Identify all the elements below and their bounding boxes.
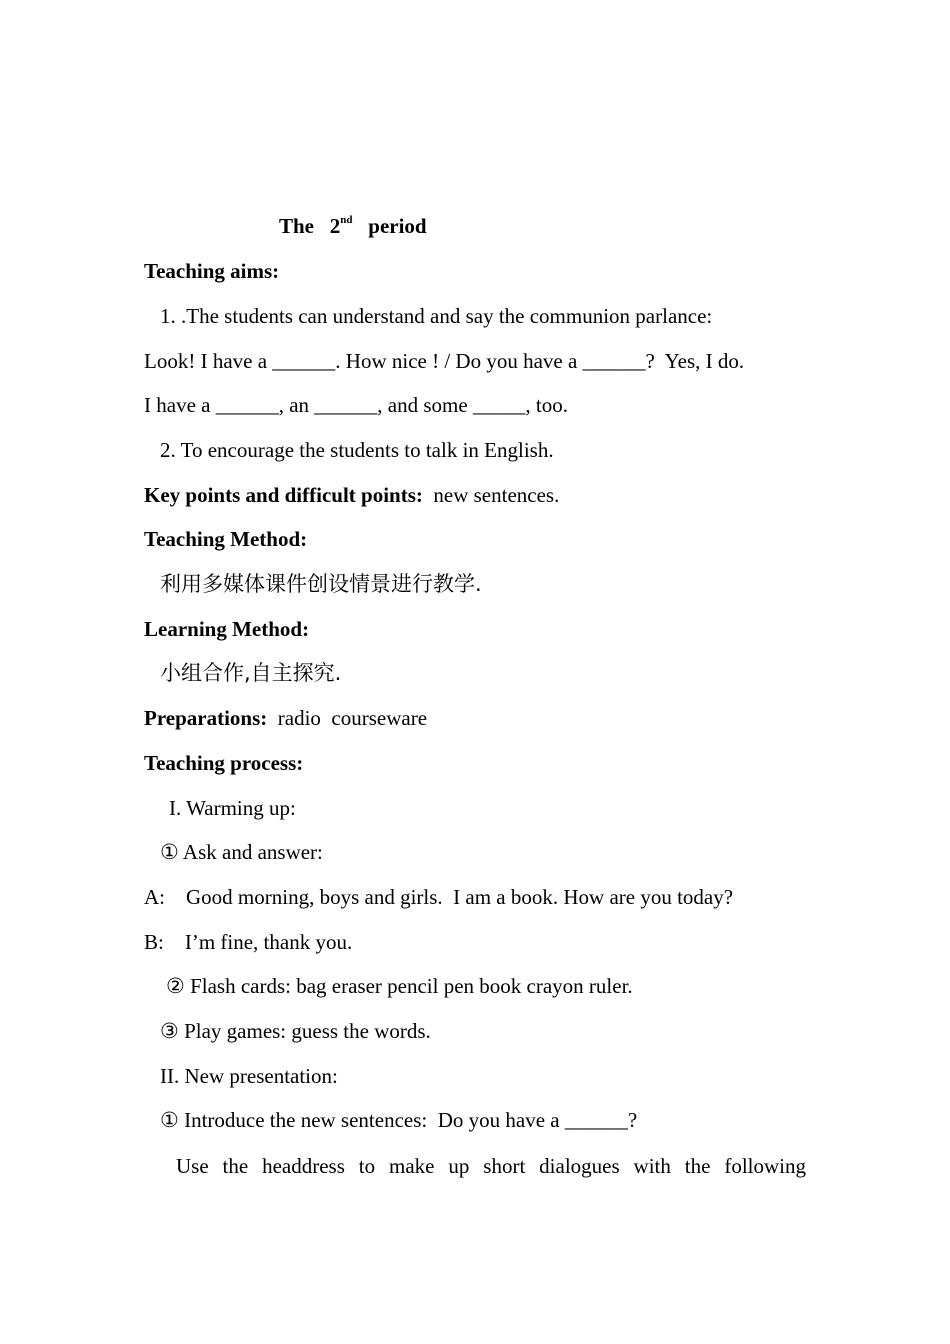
- aim-item-1: 1. .The students can understand and say the communion parlance:: [160, 304, 713, 328]
- learning-method-heading: Learning Method:: [144, 617, 310, 641]
- learning-method-value: 小组合作,自主探究.: [160, 661, 342, 685]
- title-number: 2: [329, 214, 341, 238]
- title-prefix: The: [279, 214, 315, 238]
- introduce-sentences-step: ① Introduce the new sentences: Do you have a ______?: [160, 1108, 638, 1132]
- key-points-line: [144, 482, 559, 508]
- teaching-method-heading: Teaching Method:: [144, 527, 308, 551]
- title-ordinal-suffix: nd: [340, 214, 353, 226]
- aim-item-1-line-2: Look! I have a ______. How nice ! / Do you have a ______? Yes, I do.: [144, 349, 745, 373]
- dialog-line-b: B: I’m fine, thank you.: [144, 930, 353, 954]
- teaching-method-value: 利用多媒体课件创设情景进行教学.: [160, 572, 482, 596]
- preparations-value: radio courseware: [277, 706, 428, 730]
- aim-item-2: 2. To encourage the students to talk in English.: [160, 438, 554, 462]
- teaching-process-heading: Teaching process:: [144, 751, 304, 775]
- key-points-value: new sentences.: [433, 483, 560, 507]
- flash-cards-step: ② Flash cards: bag eraser pencil pen book crayon ruler.: [166, 974, 633, 998]
- teaching-aims-heading: Teaching aims:: [144, 259, 280, 283]
- preparations-line: [144, 705, 427, 731]
- ask-and-answer-step: ① Ask and answer:: [160, 840, 323, 864]
- warming-up-heading: I. Warming up:: [169, 796, 296, 820]
- headdress-instruction-text: Use the headdress to make up short dialogues with the following: [176, 1154, 806, 1178]
- dialog-line-a: A: Good morning, boys and girls. I am a book. How are you today?: [144, 885, 734, 909]
- key-points-heading: Key points and difficult points:: [144, 483, 423, 507]
- new-presentation-heading: II. New presentation:: [160, 1064, 338, 1088]
- page-title: [279, 214, 427, 239]
- aim-item-1-line-3: I have a ______, an ______, and some _____, too.: [144, 393, 569, 417]
- play-games-step: ③ Play games: guess the words.: [160, 1019, 431, 1043]
- preparations-heading: Preparations:: [144, 706, 268, 730]
- title-word: period: [368, 214, 427, 238]
